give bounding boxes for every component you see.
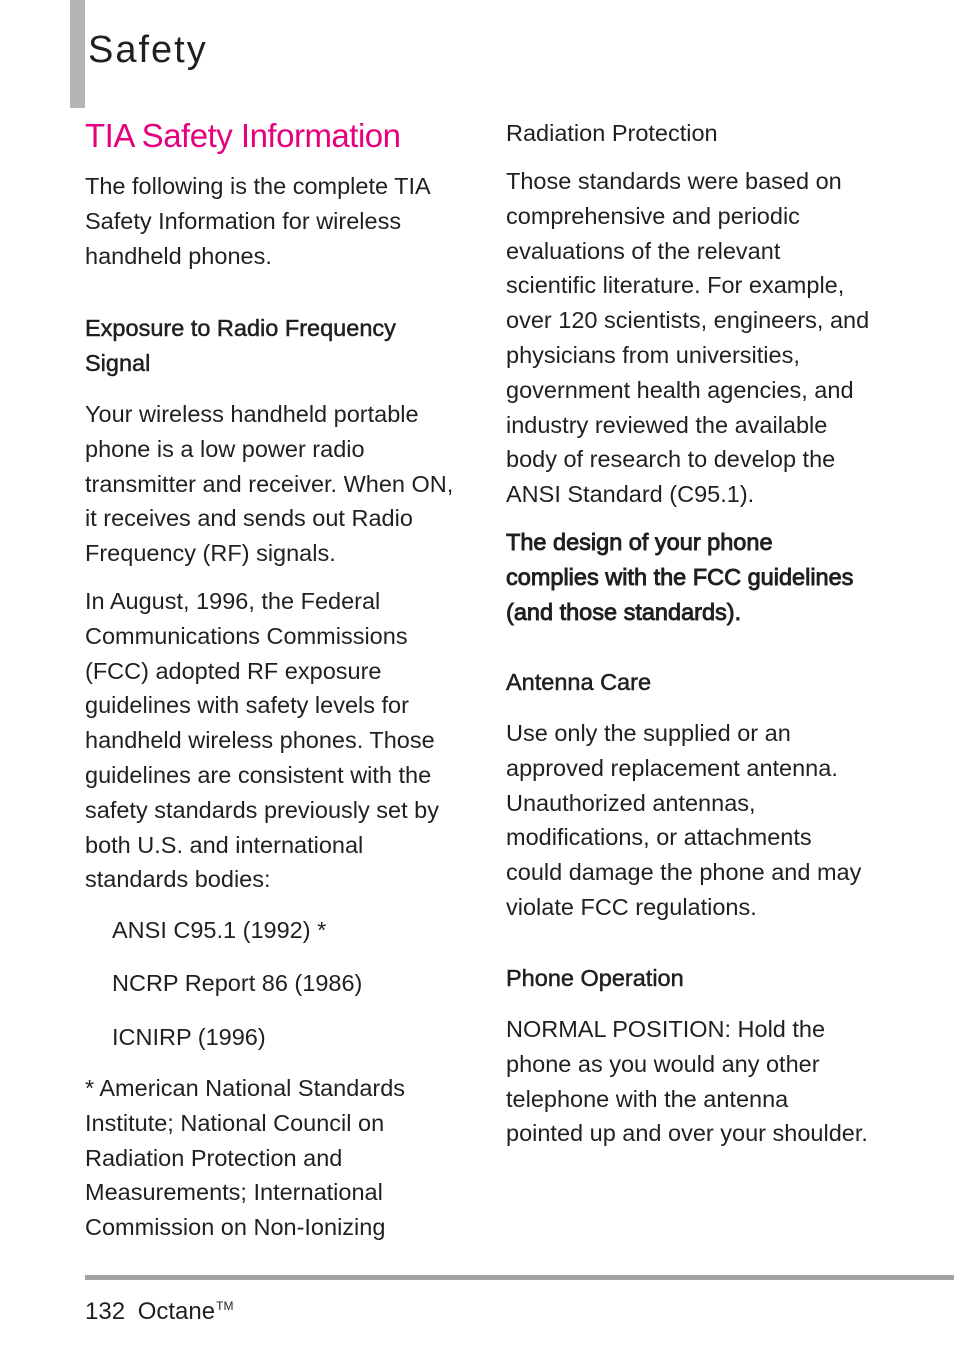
standards-paragraph: Those standards were based on comprehensive and periodic evaluations of the relevant scientific literature. For example, over 120 scientists, engineers, and physicians from universities, government health agencies, and industry reviewed the available body of research to develop the ANSI Standard (C95.1). — [506, 168, 870, 508]
rf-paragraph-1: Your wireless handheld portable phone is a low power radio transmitter and receiver. When ON, it receives and sends out Radio Frequency (RF) signals. — [85, 401, 454, 567]
standard-item-1: ANSI C95.1 (1992) * — [112, 917, 327, 943]
trademark-mark: TM — [216, 1299, 234, 1313]
footnote: * American National Standards Institute; National Council on Radiation Protection and Measurements; International Commission on Non-Ionizing — [85, 1075, 406, 1241]
intro-paragraph: The following is the complete TIA Safety Information for wireless handheld phones. — [85, 173, 431, 269]
phone-operation-paragraph: NORMAL POSITION: Hold the phone as you would any other telephone with the antenna pointed up and over your shoulder. — [506, 1016, 868, 1147]
page-number: 132 — [85, 1298, 126, 1325]
fcc-compliance-statement: The design of your phone complies with the FCC guidelines (and those standards). — [506, 529, 854, 625]
antenna-care-paragraph: Use only the supplied or an approved replacement antenna. Unauthorized antennas, modifications, or attachments could damage the phone and may violate FCC regulations. — [506, 720, 862, 920]
rf-subheading: Exposure to Radio Frequency Signal — [85, 315, 396, 376]
section-title: Safety — [88, 29, 208, 71]
antenna-care-heading: Antenna Care — [506, 669, 652, 695]
page-footer — [85, 1289, 233, 1329]
continued-text: Radiation Protection — [506, 120, 718, 146]
page-heading: TIA Safety Information — [85, 117, 401, 154]
standard-item-3: ICNIRP (1996) — [112, 1024, 266, 1050]
rf-paragraph-2: In August, 1996, the Federal Communications Commissions (FCC) adopted RF exposure guidelines with safety levels for handheld wireless phones. Those guidelines are consistent with the safety standards previously set by both U.S. and international standards bodies: — [85, 588, 439, 893]
phone-operation-heading: Phone Operation — [506, 965, 684, 991]
product-name: Octane — [137, 1298, 216, 1325]
section-marker-bar — [70, 0, 85, 108]
standard-item-2: NCRP Report 86 (1986) — [112, 970, 363, 996]
footer-divider — [85, 1275, 954, 1280]
